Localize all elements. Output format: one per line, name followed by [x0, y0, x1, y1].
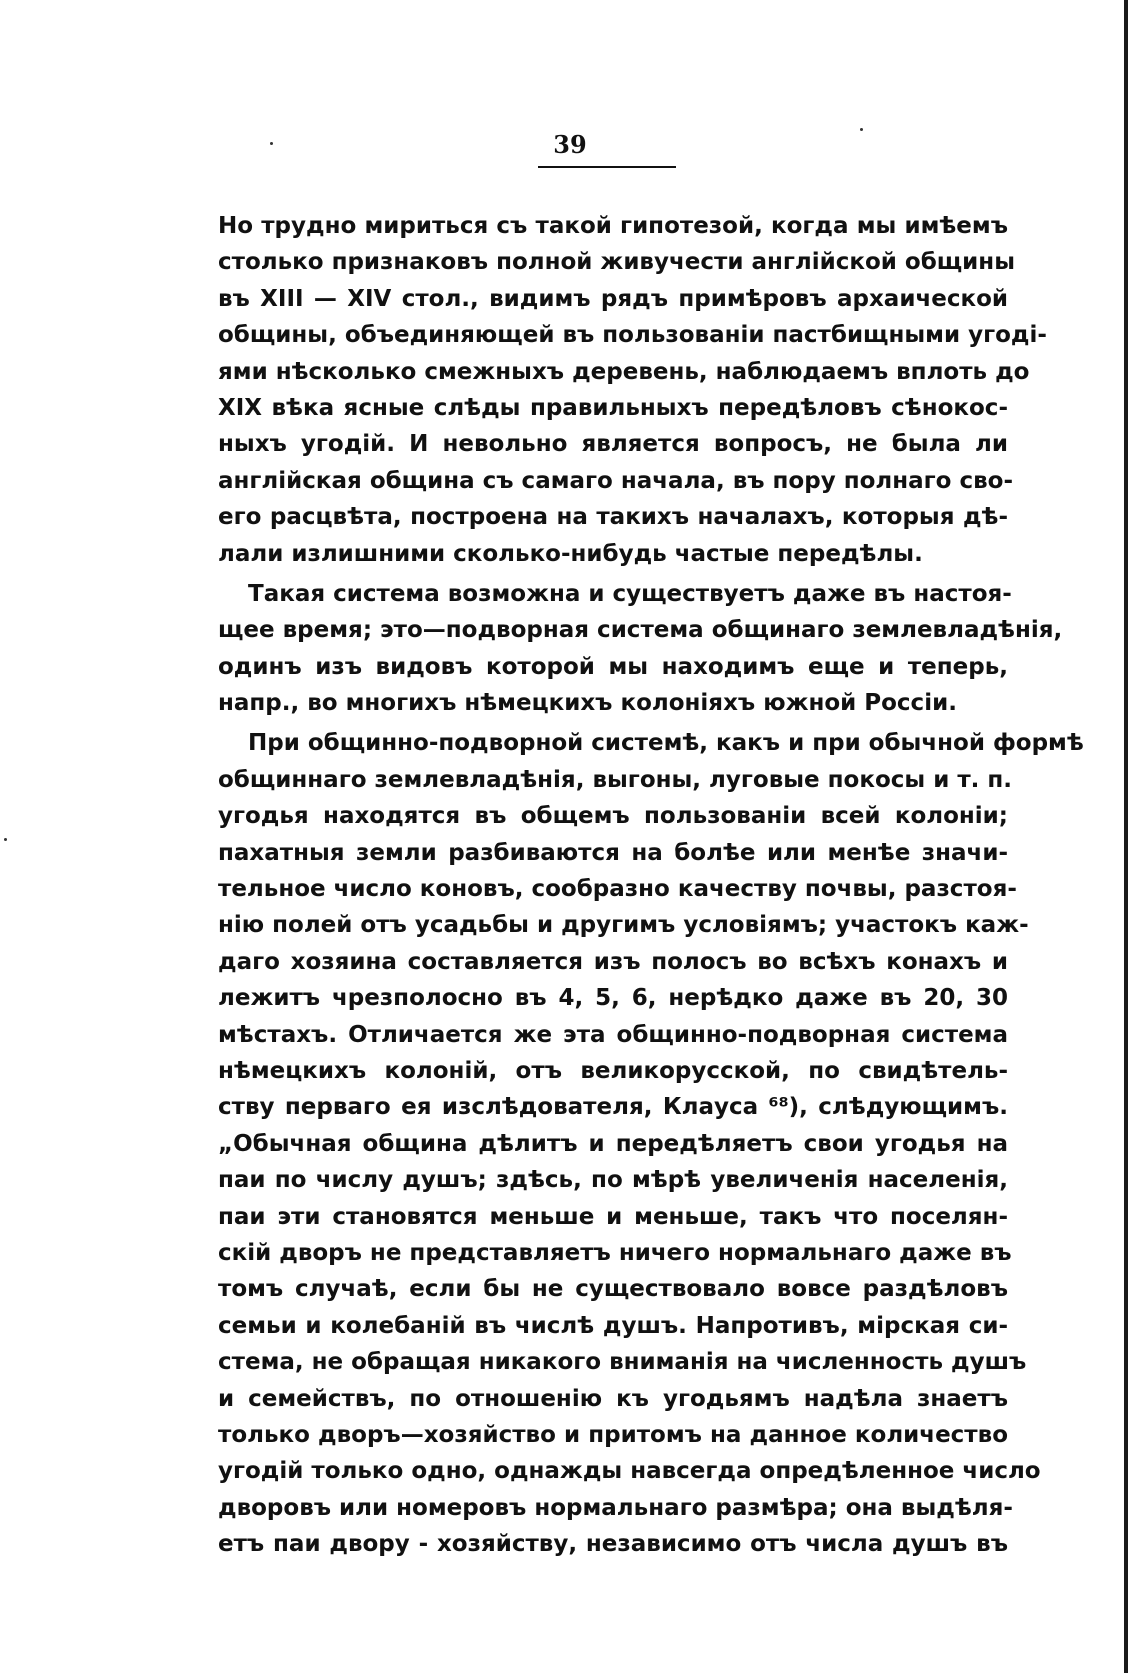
text-line: ями нѣсколько смежныхъ деревень, наблюдаемъ вплоть до: [218, 358, 1030, 385]
text-line: его расцвѣта, построена на такихъ началахъ, которыя дѣ-: [218, 504, 1008, 531]
scan-speck: [860, 128, 863, 131]
scan-speck: [4, 838, 7, 841]
text-line: дворовъ или номеровъ нормальнаго размѣра; она выдѣля-: [218, 1494, 1013, 1521]
text-line: въ XIII — XIV стол., видимъ рядъ примѣровъ архаической: [218, 285, 1008, 312]
text-line: даго хозяина составляется изъ полосъ во всѣхъ конахъ и: [218, 948, 1008, 975]
text-line: ныхъ угодій. И невольно является вопросъ, не была ли: [218, 431, 1008, 458]
text-line: „Обычная община дѣлитъ и передѣляетъ свои угодья на: [218, 1130, 1008, 1157]
text-line: общины, объединяющей въ пользованіи пастбищными угоді-: [218, 322, 1047, 349]
text-line: угодья находятся въ общемъ пользованіи всей колоніи;: [218, 803, 1008, 830]
text-line: нѣмецкихъ колоній, отъ великорусской, по свидѣтель-: [218, 1057, 1008, 1084]
text-line: и семействъ, по отношенію къ угодьямъ надѣла знаетъ: [218, 1385, 1008, 1412]
text-line: XIX вѣка ясные слѣды правильныхъ передѣловъ сѣнокос-: [218, 394, 1008, 421]
text-line: англійская община съ самаго начала, въ пору полнаго сво-: [218, 467, 1014, 494]
text-line: томъ случаѣ, если бы не существовало вовсе раздѣловъ: [218, 1276, 1008, 1303]
text-line: пахатныя земли разбиваются на болѣе или менѣе значи-: [218, 839, 1008, 866]
page-edge-shadow: [1124, 0, 1128, 1673]
text-line: лали излишними сколько-нибудь частые передѣлы.: [218, 540, 923, 567]
paragraph-3: [218, 725, 1084, 1562]
text-line: етъ паи двору - хозяйству, независимо отъ числа душъ въ: [218, 1531, 1008, 1558]
text-line: щее время; это—подворная система общинаго землевладѣнія,: [218, 617, 1063, 644]
text-line: паи по числу душъ; здѣсь, по мѣрѣ увеличенія населенія,: [218, 1167, 1008, 1194]
text-line: При общинно-подворной системѣ, какъ и при обычной формѣ: [248, 730, 1084, 757]
text-line: лежитъ чрезполосно въ 4, 5, 6, нерѣдко даже въ 20, 30: [218, 985, 1008, 1012]
text-line: скій дворъ не представляетъ ничего нормальнаго даже въ: [218, 1239, 1012, 1266]
text-line: только дворъ—хозяйство и притомъ на данное количество: [218, 1421, 1008, 1448]
body-text: [218, 208, 1084, 1562]
text-line: семьи и колебаній въ числѣ душъ. Напротивъ, мірская си-: [218, 1312, 1008, 1339]
text-line: напр., во многихъ нѣмецкихъ колоніяхъ южной Россіи.: [218, 690, 957, 717]
text-line: угодій только одно, однажды навсегда опредѣленное число: [218, 1458, 1041, 1485]
page-number: 39: [553, 130, 587, 159]
text-line: общиннаго землевладѣнія, выгоны, луговые покосы и т. п.: [218, 766, 1013, 793]
text-line: Такая система возможна и существуетъ даже въ настоя-: [248, 580, 1012, 607]
text-line: ству перваго ея изслѣдователя, Клауса ⁶⁸), слѣдующимъ.: [218, 1094, 1008, 1121]
scan-speck: [270, 142, 273, 145]
text-line: одинъ изъ видовъ которой мы находимъ еще и теперь,: [218, 653, 1008, 680]
text-line: тельное число коновъ, сообразно качеству почвы, разстоя-: [218, 876, 1017, 903]
page-number-rule: [538, 166, 676, 168]
text-line: столько признаковъ полной живучести англійской общины: [218, 249, 1015, 276]
paragraph-1: [218, 208, 1047, 572]
text-line: нію полей отъ усадьбы и другимъ условіямъ; участокъ каж-: [218, 912, 1029, 939]
paragraph-2: [218, 576, 1063, 722]
text-line: мѣстахъ. Отличается же эта общинно-подворная система: [218, 1021, 1008, 1048]
text-line: Но трудно мириться съ такой гипотезой, когда мы имѣемъ: [218, 213, 1008, 239]
text-line: стема, не обращая никакого вниманія на численность душъ: [218, 1349, 1027, 1376]
text-line: паи эти становятся меньше и меньше, такъ что поселян-: [218, 1203, 1008, 1230]
